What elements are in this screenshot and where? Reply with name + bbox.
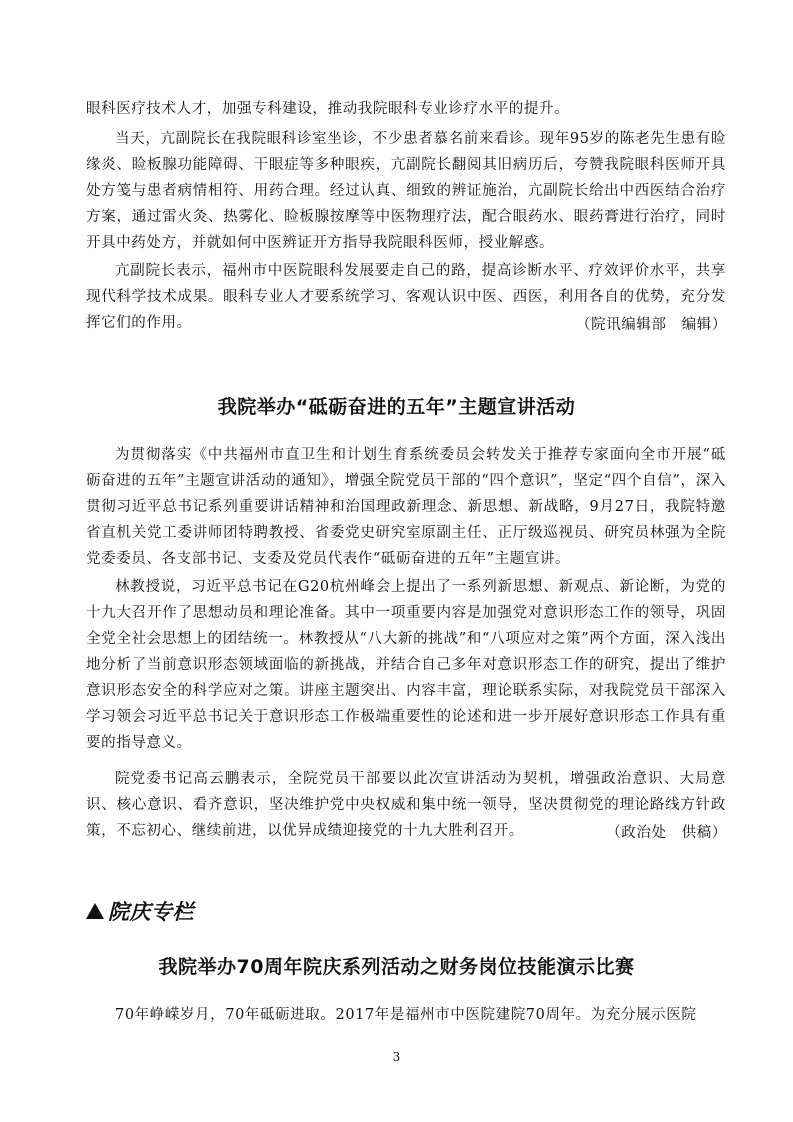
article2-credit: （政治处 供稿） [606,825,727,841]
article1-credit: （院讯编辑部 编辑） [576,317,727,333]
article3-paragraph-1: 70年峥嵘岁月，70年砥砺进取。2017年是福州市中医院建院70周年。为充分展示医院 [115,1007,697,1023]
article1-paragraph-1: 眼科医疗技术人才，加强专科建设，推动我院眼科专业诊疗水平的提升。 [86,101,570,117]
article2-title: 我院举办“砥砺奋进的五年”主题宣讲活动 [217,396,576,418]
article2-paragraph-3: 院党委书记高云鹏表示，全院党员干部要以此次宣讲活动为契机，增强政治意识、大局意识、核心意识、看齐意识，坚决维护党中央权威和集中统一领导，坚决贯彻党的理论路线方针政策，不忘初心、继续前进，以优异成绩迎接党的十九大胜利召开。 [86,771,726,839]
article1-paragraph-2: 当天，亢副院长在我院眼科诊室坐诊，不少患者慕名前来看诊。现年95岁的陈老先生患有睑缘炎、睑板腺功能障碍、干眼症等多种眼疾，亢副院长翻阅其旧病历后，夸赞我院眼科医师开具处方笺与患者病情相符、用药合理。经过认真、细致的辨证施治，亢副院长给出中西医结合治疗方案，通过雷火灸、热雾化、睑板腺按摩等中医物理疗法，配合眼药水、眼药膏进行治疗，同时开具中药处方，并就如何中医辨证开方指导我院眼科医师，授业解惑。 [86,131,726,251]
article1-paragraph-3: 亢副院长表示，福州市中医院眼科发展要走自己的路，提高诊断水平、疗效评价水平，共享现代科学技术成果。眼科专业人才要系统学习、客观认识中医、西医，利用各自的优势，充分发挥它们的作用。 [86,263,726,331]
section-label: 院庆专栏 [108,900,194,924]
article3-title: 我院举办70周年院庆系列活动之财务岗位技能演示比赛 [158,956,635,978]
section-heading [86,896,194,926]
page-number: 3 [392,1050,401,1064]
triangle-icon [86,903,104,919]
article2-paragraph-1: 为贯彻落实《中共福州市直卫生和计划生育系统委员会转发关于推荐专家面向全市开展“砥砺奋进的五年”主题宣讲活动的通知》，增强全院党员干部的“四个意识”，坚定“四个自信”，深入贯彻习近平总书记系列重要讲话精神和治国理政新理念、新思想、新战略，9月27日，我院特邀省直机关党工委讲师团特聘教授、省委党史研究室原副主任、正厅级巡视员、研究员林强为全院党委委员、各支部书记、支委及党员代表作“砥砺奋进的五年”主题宣讲。 [86,447,726,567]
article2-paragraph-2: 林教授说，习近平总书记在G20杭州峰会上提出了一系列新思想、新观点、新论断，为党的十九大召开作了思想动员和理论准备。其中一项重要内容是加强党对意识形态工作的领导，巩固全党全社会思想上的团结统一。林教授从“八大新的挑战”和“八项应对之策”两个方面，深入浅出地分析了当前意识形态领域面临的新挑战，并结合自己多年对意识形态工作的研究，提出了维护意识形态安全的科学应对之策。讲座主题突出、内容丰富，理论联系实际，对我院党员干部深入学习领会习近平总书记关于意识形态工作极端重要性的论述和进一步开展好意识形态工作具有重要的指导意义。 [86,579,726,751]
